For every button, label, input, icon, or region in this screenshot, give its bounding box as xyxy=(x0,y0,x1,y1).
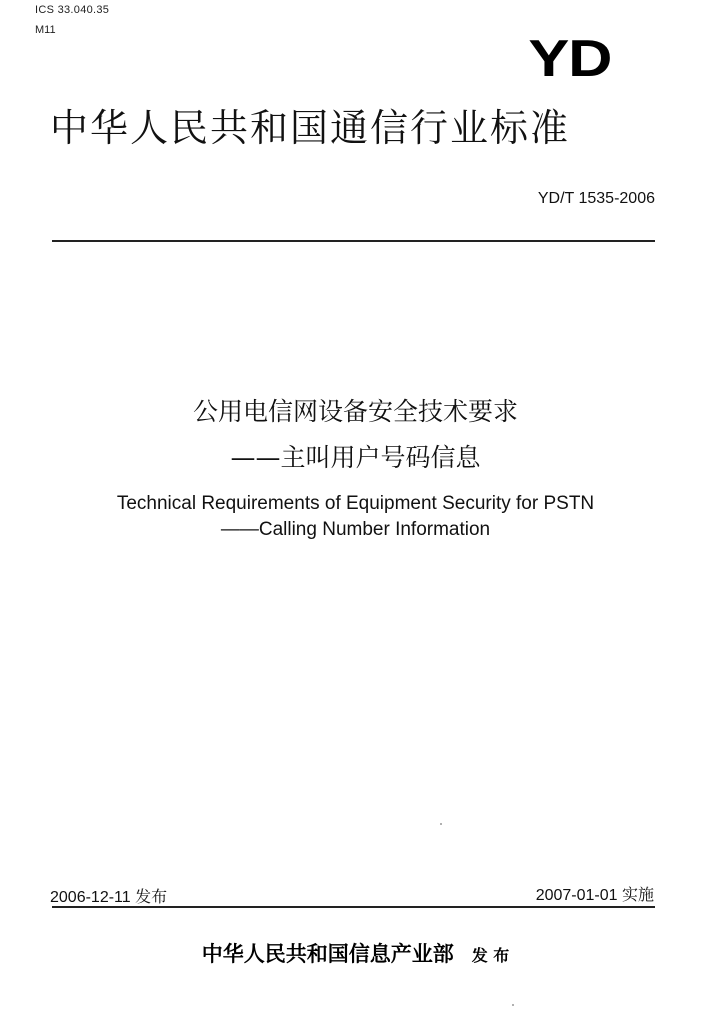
header-divider xyxy=(52,240,655,242)
title-english-line1: Technical Requirements of Equipment Security for PSTN xyxy=(116,493,595,514)
standard-number: YD/T 1535-2006 xyxy=(537,190,655,207)
implementation-date: 2007-01-01 实施 xyxy=(535,887,654,904)
classification-code: M11 xyxy=(35,24,56,36)
yd-logo: YD xyxy=(528,30,611,88)
footer-divider xyxy=(52,906,655,908)
publisher-line xyxy=(0,938,711,968)
publisher-action: 发 布 xyxy=(471,946,510,965)
title-english-line2: ——Calling Number Information xyxy=(220,519,491,540)
scan-speck xyxy=(440,823,442,825)
organization-title: 中华人民共和国通信行业标准 xyxy=(50,106,571,150)
issue-date: 2006-12-11 发布 xyxy=(50,889,168,906)
publisher-name: 中华人民共和国信息产业部 xyxy=(201,941,454,966)
scan-speck xyxy=(512,1004,514,1006)
title-chinese-line2: ——主叫用户号码信息 xyxy=(230,443,481,472)
ics-code: ICS 33.040.35 xyxy=(35,4,110,16)
title-chinese-line1: 公用电信网设备安全技术要求 xyxy=(192,397,518,426)
